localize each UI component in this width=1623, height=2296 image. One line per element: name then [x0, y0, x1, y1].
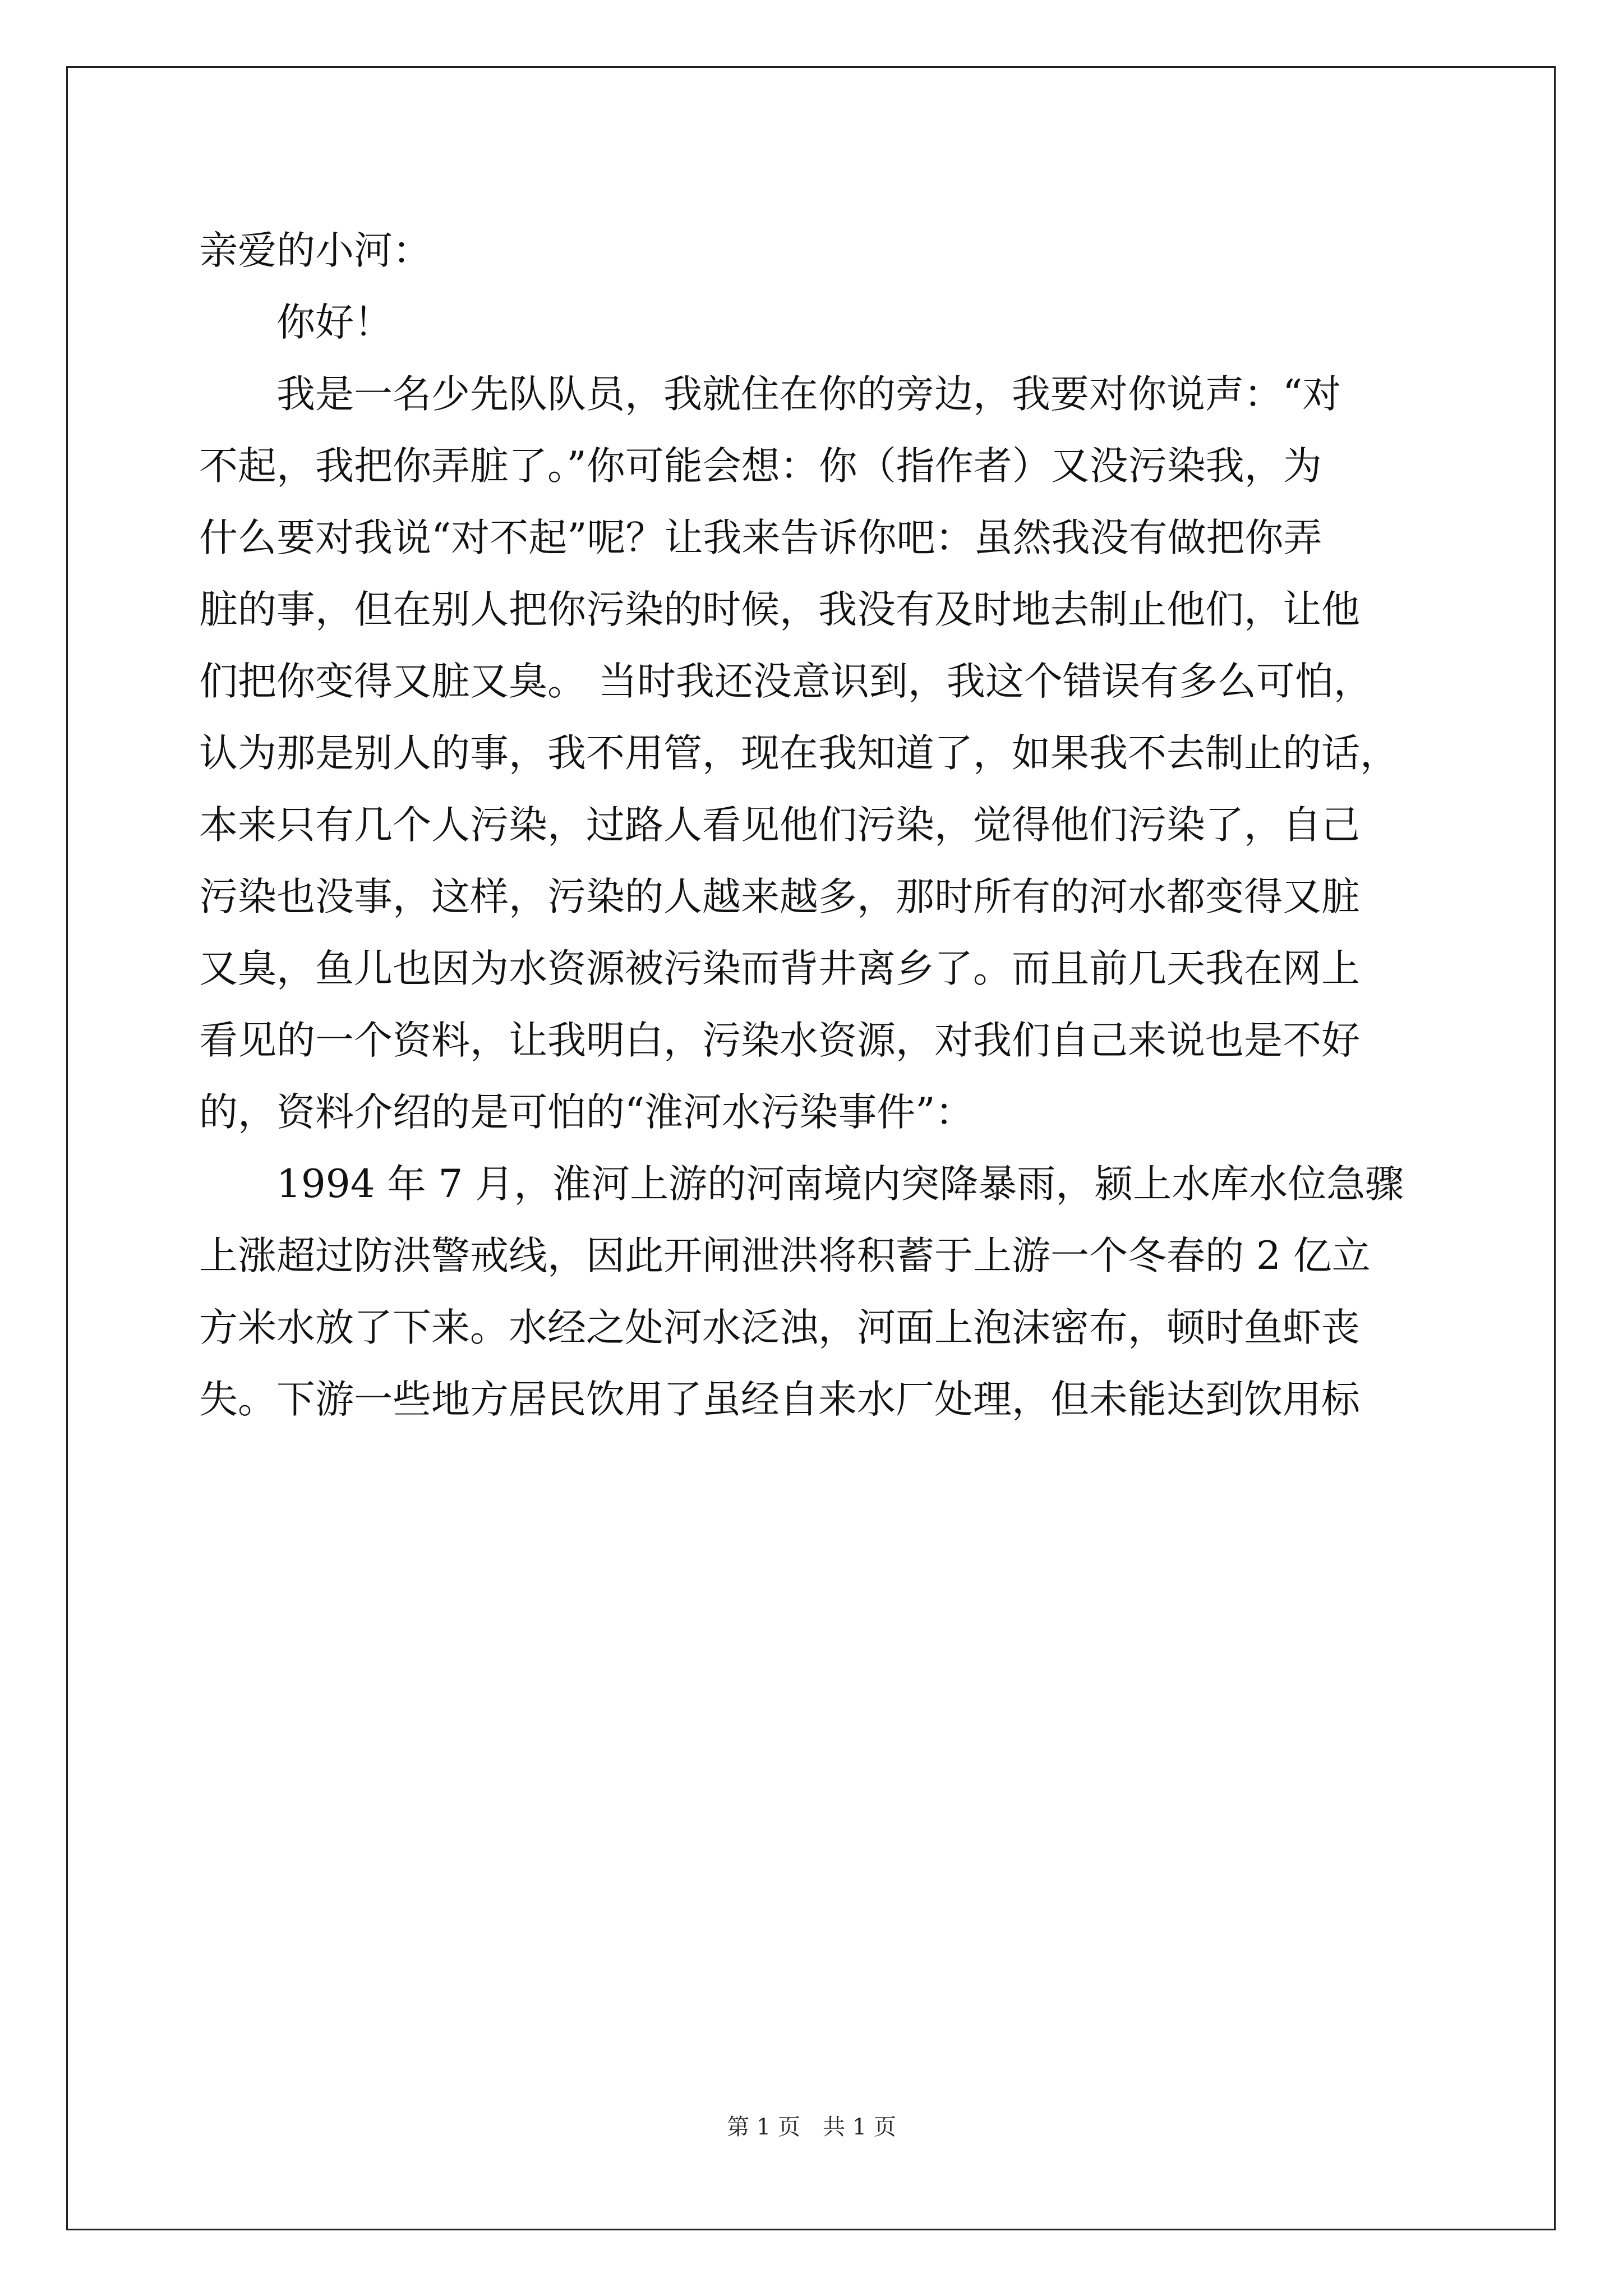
body-line: 污染也没事，这样，污染的人越来越多，那时所有的河水都变得又脏 [199, 875, 1360, 919]
body-line: 上涨超过防洪警戒线，因此开闸泄洪将积蓄于上游一个冬春的 2 亿立 [199, 1234, 1371, 1278]
body-line: 不起，我把你弄脏了。”你可能会想：你（指作者）又没污染我，为 [199, 444, 1322, 489]
body-line: 又臭，鱼儿也因为水资源被污染而背井离乡了。而且前几天我在网上 [199, 946, 1360, 991]
body-line: 我是一名少先队队员，我就住在你的旁边，我要对你说声：“对 [199, 372, 1341, 417]
page-footer: 第 1 页 共 1 页 [727, 2114, 896, 2140]
body-line: 方米水放了下来。水经之处河水泛浊，河面上泡沫密布，顿时鱼虾丧 [199, 1305, 1360, 1350]
body-line: 认为那是别人的事，我不用管，现在我知道了，如果我不去制止的话， [199, 731, 1399, 776]
body-line: 看见的一个资料，让我明白，污染水资源，对我们自己来说也是不好 [199, 1018, 1360, 1063]
body-line: 失。下游一些地方居民饮用了虽经自来水厂处理，但未能达到饮用标 [199, 1377, 1360, 1422]
body-line: 们把你变得又脏又臭。 当时我还没意识到，我这个错误有多么可怕， [199, 659, 1372, 704]
letter-body [199, 215, 1453, 1435]
body-line: 的，资料介绍的是可怕的“淮河水污染事件”： [199, 1090, 974, 1135]
body-line: 脏的事，但在别人把你污染的时候，我没有及时地去制止他们，让他 [199, 587, 1360, 632]
body-line: 什么要对我说“对不起”呢？让我来告诉你吧：虽然我没有做把你弄 [199, 516, 1322, 560]
salutation-line: 亲爱的小河： [199, 228, 431, 273]
greeting-line: 你好！ [199, 300, 393, 345]
body-line: 本来只有几个人污染，过路人看见他们污染，觉得他们污染了，自己 [199, 803, 1360, 848]
body-line: 1994 年 7 月，淮河上游的河南境内突降暴雨，颍上水库水位急骤 [199, 1162, 1404, 1207]
